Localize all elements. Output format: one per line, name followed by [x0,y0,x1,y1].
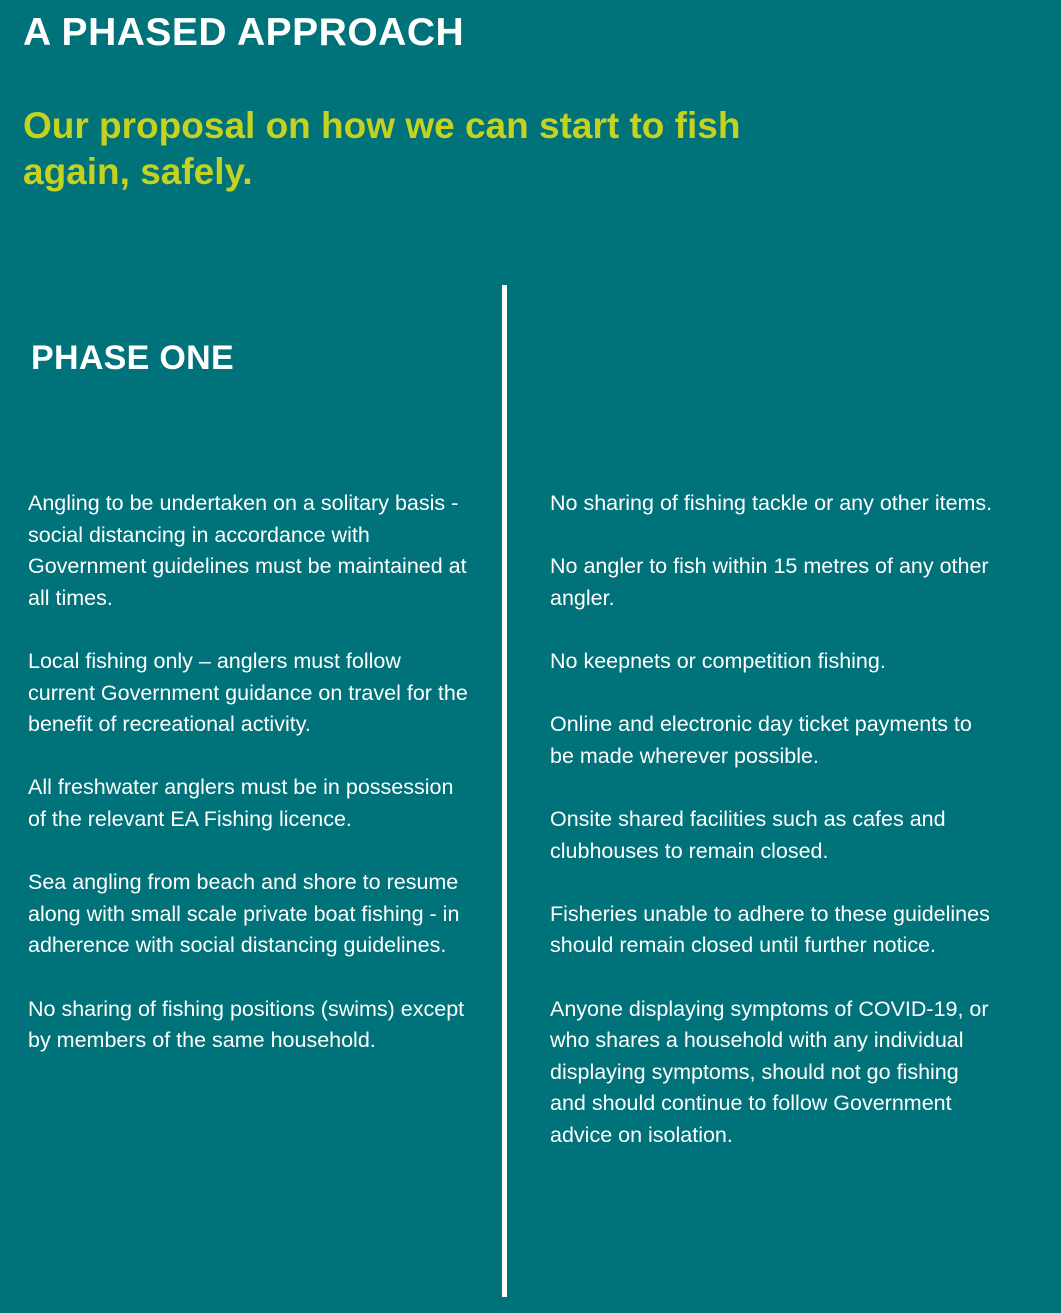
left-guidelines-column [28,488,468,1088]
guideline-item: Angling to be undertaken on a solitary basis - social distancing in accordance with Government guidelines must be maintained at all times. [28,491,467,610]
guideline-item: Fisheries unable to adhere to these guidelines should remain closed until further notice. [550,901,990,958]
guideline-item: All freshwater anglers must be in possession of the relevant EA Fishing licence. [28,775,454,831]
column-divider [502,285,507,1297]
guideline-item: Local fishing only – anglers must follow current Government guidance on travel for the benefit of recreational activity. [28,648,468,737]
guideline-item: Anyone displaying symptoms of COVID-19, or who shares a household with any individual displaying symptoms, should not go fishing and should continue to follow Government advice on isolation. [550,996,989,1147]
guideline-item: No sharing of fishing tackle or any other items. [550,491,993,515]
guideline-item: Sea angling from beach and shore to resume along with small scale private boat fishing - in adherence with social distancing guidelines. [28,870,460,958]
guideline-item: Online and electronic day ticket payments to be made wherever possible. [550,712,972,768]
guideline-item: Onsite shared facilities such as cafes and clubhouses to remain closed. [550,806,946,863]
guideline-item: No sharing of fishing positions (swims) except by members of the same household. [28,996,465,1053]
guideline-item: No keepnets or competition fishing. [550,648,886,673]
subtitle: Our proposal on how we can start to fish again, safely. [23,105,741,192]
phase-title: PHASE ONE [31,339,234,377]
right-guidelines-column [550,488,995,1183]
main-title: A PHASED APPROACH [23,11,465,54]
guideline-item: No angler to fish within 15 metres of any other angler. [550,554,989,610]
